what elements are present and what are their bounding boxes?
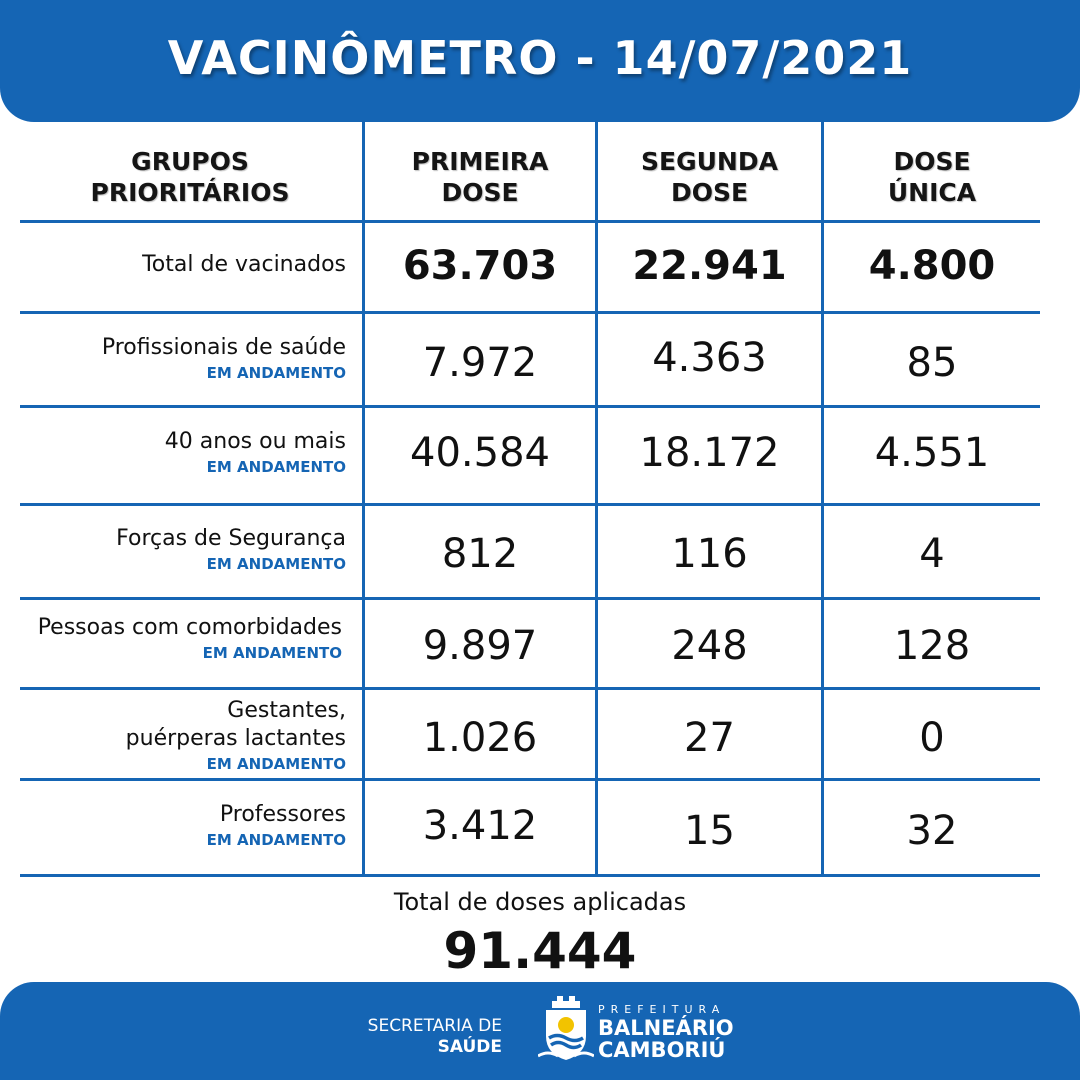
status-badge: EM ANDAMENTO	[206, 755, 346, 773]
row-name: puérperas lactantes	[125, 726, 346, 751]
row-name: Total de vacinados	[142, 252, 346, 277]
cell-second-dose: 27	[684, 715, 735, 761]
secretaria-line: SECRETARIA DE	[367, 1016, 502, 1036]
cell-first-dose: 63.703	[402, 243, 558, 289]
city-line-1: BALNEÁRIO	[598, 1016, 734, 1040]
prefeitura-line: PREFEITURA	[598, 1003, 726, 1016]
cell-single-dose: 0	[919, 715, 945, 761]
row-name: Gestantes,	[227, 698, 346, 723]
column-header-line: DOSE	[441, 178, 519, 207]
row-divider	[20, 503, 1040, 506]
city-line-2: CAMBORIÚ	[598, 1038, 726, 1062]
cell-first-dose: 1.026	[422, 715, 538, 761]
cell-single-dose: 4.800	[868, 243, 996, 289]
row-label-health-professionals	[6, 334, 346, 384]
cell-first-dose: 40.584	[410, 430, 550, 476]
cell-single-dose: 4	[919, 531, 945, 577]
row-name: Pessoas com comorbidades	[37, 615, 342, 640]
column-divider	[821, 122, 824, 877]
column-header-line: SEGUNDA	[641, 147, 778, 176]
row-divider	[20, 687, 1040, 690]
row-divider	[20, 405, 1040, 408]
cell-second-dose: 248	[671, 623, 748, 669]
status-badge: EM ANDAMENTO	[206, 831, 346, 849]
row-divider	[20, 311, 1040, 314]
row-name: Profissionais de saúde	[101, 335, 346, 360]
column-header-line: ÚNICA	[887, 178, 977, 207]
cell-second-dose: 18.172	[639, 430, 780, 476]
column-header-line: PRIORITÁRIOS	[90, 178, 290, 207]
status-badge: EM ANDAMENTO	[206, 555, 346, 573]
column-divider	[362, 122, 365, 877]
row-label-total	[6, 251, 346, 279]
cell-single-dose: 128	[893, 623, 971, 669]
row-label-security-forces	[6, 525, 346, 575]
cell-first-dose: 9.897	[422, 623, 538, 669]
saude-line: SAÚDE	[437, 1037, 502, 1057]
total-doses-value: 91.444	[443, 922, 637, 980]
cell-single-dose: 85	[906, 340, 958, 386]
column-header-line: PRIMEIRA	[411, 147, 549, 176]
prefeitura-logo	[598, 1003, 734, 1061]
row-divider	[20, 778, 1040, 781]
cell-single-dose: 4.551	[874, 430, 990, 476]
cell-second-dose: 116	[671, 531, 748, 577]
status-badge: EM ANDAMENTO	[206, 458, 346, 476]
cell-single-dose: 32	[906, 808, 958, 854]
total-doses-label: Total de doses aplicadas	[393, 888, 687, 916]
cell-first-dose: 812	[441, 531, 519, 577]
column-header-first-dose	[365, 146, 595, 208]
row-divider	[20, 220, 1040, 223]
cell-second-dose: 22.941	[632, 243, 787, 289]
row-label-40-plus	[6, 428, 346, 478]
row-label-comorbidities	[2, 614, 342, 664]
column-header-line: GRUPOS	[131, 147, 249, 176]
cell-second-dose: 15	[684, 808, 735, 854]
row-name: 40 anos ou mais	[164, 429, 346, 454]
row-divider	[20, 597, 1040, 600]
column-header-single-dose	[824, 146, 1040, 208]
column-header-line: DOSE	[670, 178, 749, 207]
cell-first-dose: 7.972	[422, 340, 538, 386]
row-name: Forças de Segurança	[116, 526, 346, 551]
row-label-pregnant	[6, 697, 346, 775]
column-header-second-dose	[598, 146, 821, 208]
row-label-teachers	[6, 801, 346, 851]
status-badge: EM ANDAMENTO	[202, 644, 342, 662]
cell-first-dose: 3.412	[422, 803, 538, 849]
column-header-groups	[40, 146, 340, 208]
status-badge: EM ANDAMENTO	[206, 364, 346, 382]
secretaria-label	[368, 1016, 502, 1058]
cell-second-dose: 4.363	[652, 335, 767, 381]
row-name: Professores	[219, 802, 346, 827]
column-divider	[595, 122, 598, 877]
page-title: VACINÔMETRO - 14/07/2021	[167, 31, 913, 85]
row-divider	[20, 874, 1040, 877]
city-crest-icon	[538, 994, 594, 1064]
column-header-line: DOSE	[893, 147, 971, 176]
